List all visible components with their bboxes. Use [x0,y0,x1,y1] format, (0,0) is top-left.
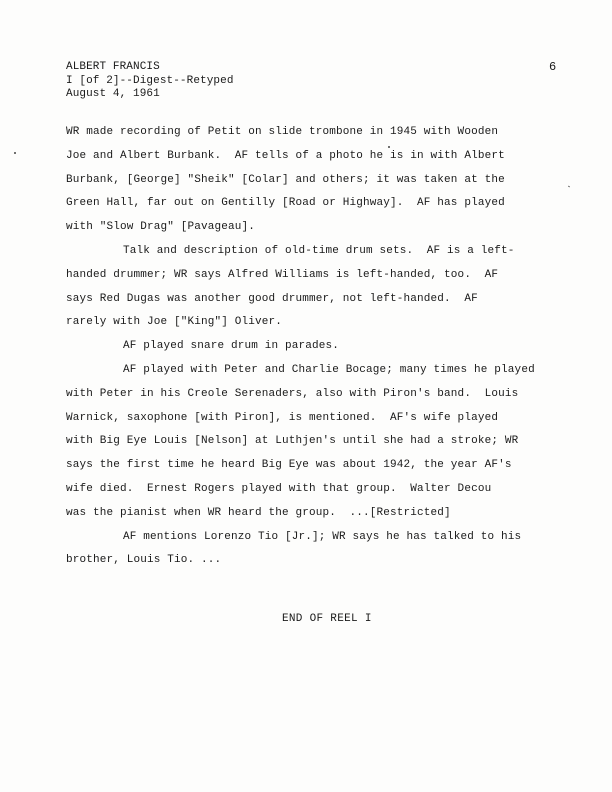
text-line: AF played with Peter and Charlie Bocage; many times he played [123,363,535,376]
text-line: AF played snare drum in parades. [123,340,340,353]
text-line: was the pianist when WR heard the group. ...[Restricted] [66,506,451,519]
text-line: Talk and description of old-time drum sets. AF is a left- [123,244,515,257]
text-line: says the first time he heard Big Eye was about 1942, the year AF's [66,459,512,472]
text-line: Warnick, saxophone [with Piron], is mentioned. AF's wife played [66,411,499,424]
end-of-reel-label: END OF REEL I [282,613,372,625]
text-line: AF mentions Lorenzo Tio [Jr.]; WR says he has talked to his [123,530,522,543]
document-header [66,61,234,102]
page-number: 6 [549,60,557,74]
interview-date: August 4, 1961 [66,88,160,100]
text-line: WR made recording of Petit on slide trombone in 1945 with Wooden [66,126,499,138]
paragraph [66,359,566,526]
text-line: Joe and Albert Burbank. AF tells of a photo he is in with Albert [66,149,505,162]
text-line: wife died. Ernest Rogers played with that group. Walter Decou [66,482,492,495]
paragraph [66,526,566,574]
paragraph [66,240,566,335]
text-line: handed drummer; WR says Alfred Williams is left-handed, too. AF [66,268,499,281]
text-line: brother, Louis Tio. ... [66,554,222,567]
scan-speck [388,146,390,148]
text-line: says Red Dugas was another good drummer, not left-handed. AF [66,292,478,305]
paragraph [66,121,566,240]
interviewee-name: ALBERT FRANCIS [66,61,160,73]
tape-designation: I [of 2]--Digest--Retyped [66,74,234,87]
paragraph [66,335,566,359]
text-line: rarely with Joe ["King"] Oliver. [66,316,283,329]
text-line: Burbank, [George] "Sheik" [Colar] and others; it was taken at the [66,173,505,186]
scan-speck [568,185,570,187]
text-line: with Peter in his Creole Serenaders, also with Piron's band. Louis [66,387,519,400]
scan-speck [14,152,16,154]
document-body [66,121,566,573]
text-line: with "Slow Drag" [Pavageau]. [66,221,256,234]
text-line: with Big Eye Louis [Nelson] at Luthjen's until she had a stroke; WR [66,435,519,448]
text-line: Green Hall, far out on Gentilly [Road or Highway]. AF has played [66,197,505,210]
